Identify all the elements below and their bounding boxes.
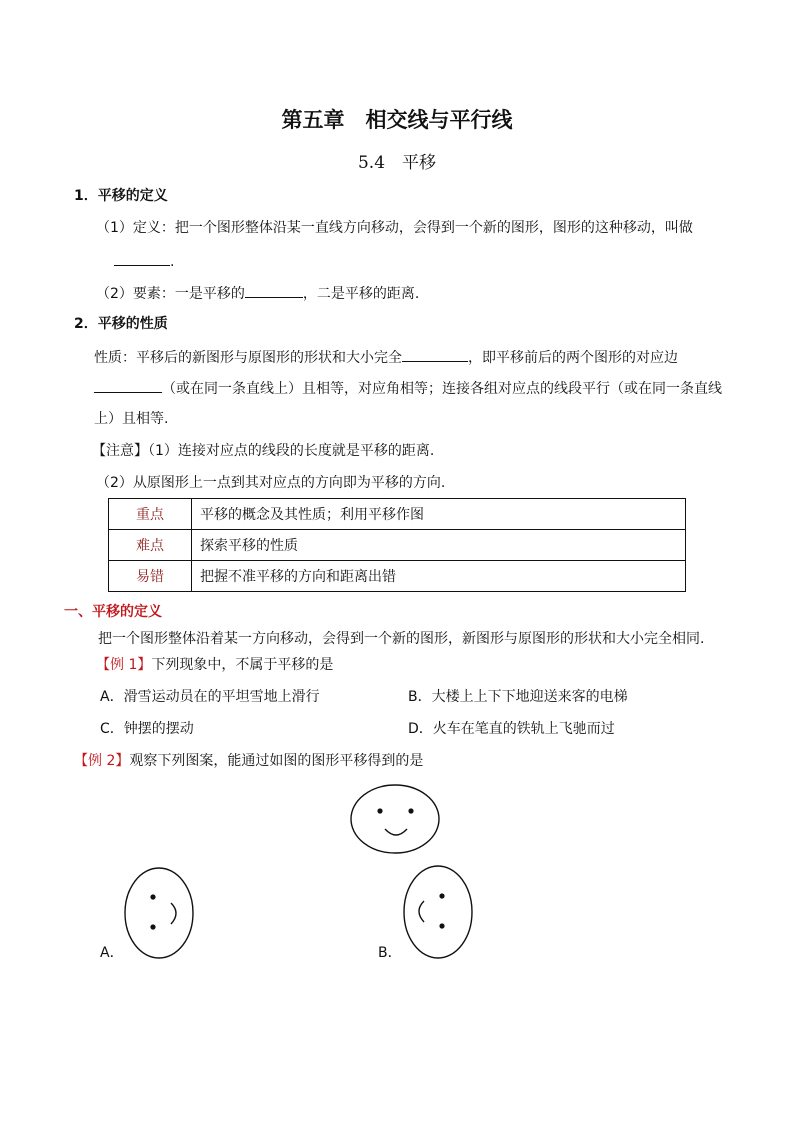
table-row — [109, 499, 686, 530]
option-b[interactable]: B．大楼上上下下地迎送来客的电梯 — [408, 689, 628, 705]
keypoints-table — [108, 498, 686, 592]
property-line-2: （或在同一条直线上）且相等，对应角相等；连接各组对应点的线段平行（或在同一条直线 — [94, 378, 722, 398]
note-tag: 【注意】 — [92, 443, 148, 459]
option-b-label[interactable]: B． — [378, 945, 402, 961]
answer-blank[interactable] — [402, 347, 468, 362]
definition-line: （1）定义：把一个图形整体沿某一直线方向移动，会得到一个新的图形，图形的这种移动，叫做 — [96, 220, 693, 236]
keypoint-label: 易错 — [109, 561, 192, 592]
keypoint-label: 重点 — [109, 499, 192, 530]
keypoint-value: 把握不准平移的方向和距离出错 — [192, 561, 686, 592]
note-line-2: （2）从原图形上一点到其对应点的方向即为平移的方向. — [96, 475, 446, 491]
answer-blank[interactable] — [94, 378, 162, 393]
answer-blank[interactable] — [114, 251, 170, 266]
option-a-face-figure[interactable] — [123, 867, 195, 959]
option-b-face-figure[interactable] — [402, 865, 474, 959]
option-d[interactable]: D．火车在笔直的铁轨上飞驰而过 — [408, 721, 615, 737]
definition-blank-line: . — [114, 251, 174, 271]
note-line-1: 【注意】（1）连接对应点的线段的长度就是平移的距离. — [92, 443, 435, 459]
keypoint-value: 平移的概念及其性质；利用平移作图 — [192, 499, 686, 530]
example-2-tag: 【例 2】 — [74, 753, 130, 769]
section-2-heading: 2．平移的性质 — [74, 316, 168, 332]
example-1-question: 【例 1】下列现象中，不属于平移的是 — [96, 657, 334, 673]
table-row — [109, 561, 686, 592]
part-1-heading: 一、平移的定义 — [64, 604, 162, 620]
section-title: 5.4 平移 — [357, 153, 437, 173]
example-2-question: 【例 2】观察下列图案，能通过如图的图形平移得到的是 — [74, 753, 424, 769]
keypoint-value: 探索平移的性质 — [192, 530, 686, 561]
option-c[interactable]: C．钟摆的摆动 — [100, 721, 194, 737]
chapter-title: 第五章 相交线与平行线 — [281, 108, 513, 132]
elements-line: （2）要素：一是平移的 ，二是平移的距离. — [96, 283, 419, 303]
keypoint-label: 难点 — [109, 530, 192, 561]
property-line-3: 上）且相等. — [94, 411, 169, 427]
table-row — [109, 530, 686, 561]
property-line-1: 性质：平移后的新图形与原图形的形状和大小完全 ，即平移前后的两个图形的对应边 — [94, 347, 678, 367]
option-a[interactable]: A．滑雪运动员在的平坦雪地上滑行 — [100, 689, 320, 705]
answer-blank[interactable] — [245, 283, 303, 298]
original-face-figure — [350, 783, 440, 855]
option-a-label[interactable]: A． — [100, 945, 124, 961]
part-1-body: 把一个图形整体沿着某一方向移动，会得到一个新的图形，新图形与原图形的形状和大小完全相同. — [98, 631, 705, 647]
example-1-tag: 【例 1】 — [96, 657, 152, 673]
section-1-heading: 1．平移的定义 — [74, 188, 168, 204]
